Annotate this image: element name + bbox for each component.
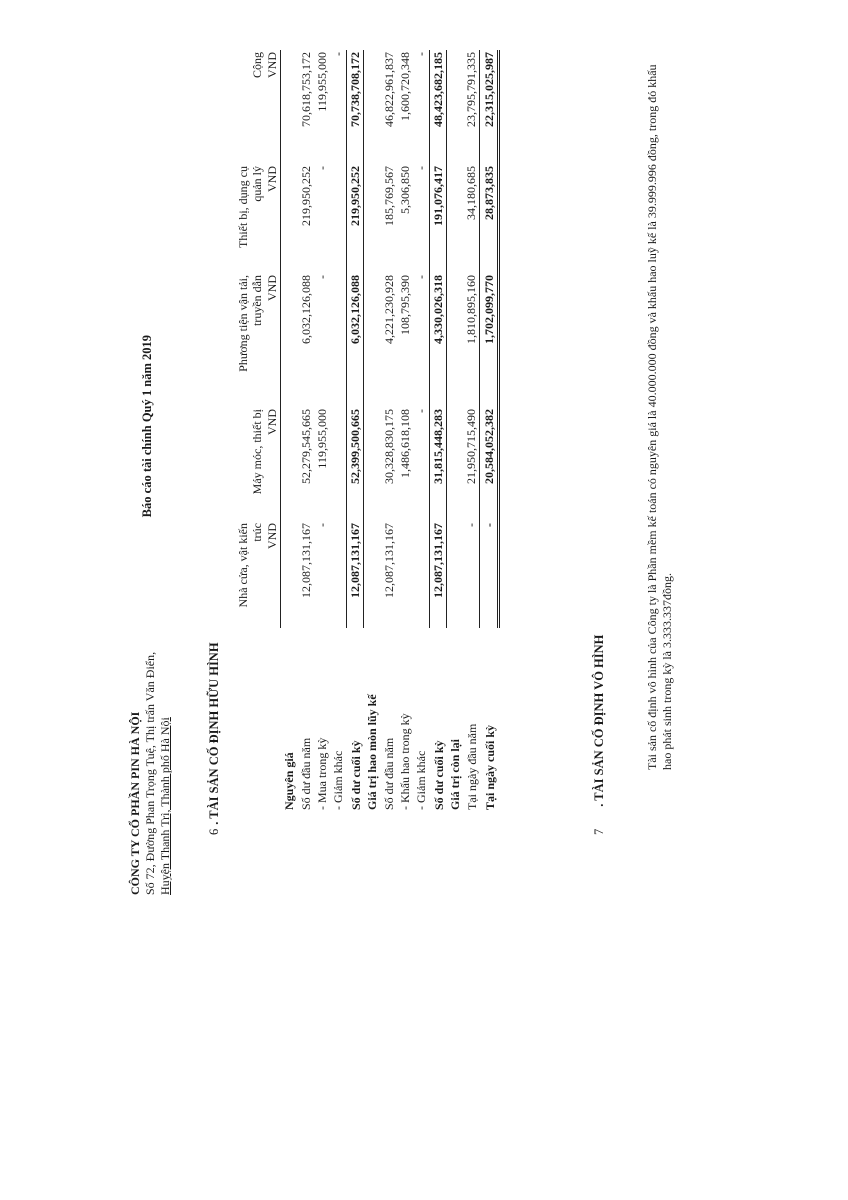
cell: 1,702,099,770 xyxy=(480,273,498,407)
cell: 21,950,715,490 xyxy=(464,409,479,484)
section7-text: Tài sản cố định vô hình của Công ty là Phần mềm kế toán có nguyên giá là 40.000.000 đồng và khấu hao luỹ kế là 39.999.996 đồng, trong đó khấu hao phát sinh trong kỳ là 3.333.337đồng. xyxy=(645,64,674,770)
cell: - xyxy=(413,275,428,279)
col-header: Thiết bị, dụng cụ quản lý xyxy=(236,166,264,248)
cell: 4,330,026,318 xyxy=(429,273,446,407)
cell: - xyxy=(413,409,428,413)
cell: - xyxy=(413,166,428,170)
cell xyxy=(330,521,347,628)
cell xyxy=(397,521,413,628)
group-row xyxy=(281,50,298,810)
cell: - xyxy=(314,166,329,170)
cell: 22,315,025,987 xyxy=(480,50,498,164)
company-name: CÔNG TY CỔ PHẦN PIN HÀ NỘI xyxy=(128,711,142,895)
company-address-line1: Số 72, Đường Phan Trọng Tuệ, Thị trấn Văn Điển, xyxy=(143,651,157,895)
cell: 12,087,131,167 xyxy=(429,521,446,628)
cell: 52,279,545,665 xyxy=(298,409,313,484)
unit-cell: VND xyxy=(264,521,281,628)
table-row xyxy=(380,50,396,810)
group-row xyxy=(447,50,464,810)
cell: 28,873,835 xyxy=(480,164,498,273)
unit-cell: VND xyxy=(264,164,281,273)
table-header-row xyxy=(232,50,264,810)
unit-cell: VND xyxy=(264,50,281,164)
section6-title: . TÀI SẢN CỐ ĐỊNH HỮU HÌNH xyxy=(207,642,221,825)
cell: 31,815,448,283 xyxy=(429,407,446,521)
section7-number: 7 xyxy=(592,828,606,835)
cell: 219,950,252 xyxy=(298,166,313,226)
cell xyxy=(330,273,347,407)
cell: 6,032,126,088 xyxy=(346,273,363,407)
cell: 4,221,230,928 xyxy=(381,275,396,344)
company-address-line2: Huyện Thanh Trì, Thành phố Hà Nội xyxy=(158,717,172,895)
cell: 23,795,791,335 xyxy=(464,52,479,127)
group-label: Giá trị hao mòn lũy kế xyxy=(365,694,380,810)
col-header: Nhà cửa, vật kiến trúc xyxy=(236,523,264,608)
table-row xyxy=(413,50,430,810)
col-header: Máy móc, thiết bị xyxy=(250,409,264,495)
cell xyxy=(413,521,430,628)
row-label: Số dư đầu năm xyxy=(381,737,396,810)
cell: 70,618,753,172 xyxy=(298,52,313,127)
row-label: - Giảm khác xyxy=(331,750,346,810)
cell xyxy=(330,407,347,521)
cell xyxy=(330,164,347,273)
col-header: Cộng xyxy=(250,52,264,79)
subtotal-row xyxy=(429,50,446,810)
company-header xyxy=(128,652,173,895)
cell: 12,087,131,167 xyxy=(346,521,363,628)
cell: 108,795,390 xyxy=(397,275,412,335)
cell: 5,306,850 xyxy=(397,166,412,214)
cell: 6,032,126,088 xyxy=(298,275,313,344)
cell: 12,087,131,167 xyxy=(381,523,396,598)
cell: - xyxy=(413,52,428,56)
cell: 185,769,567 xyxy=(381,166,396,226)
row-label: Tại ngày cuối kỳ xyxy=(483,724,498,810)
cell: 70,738,708,172 xyxy=(346,50,363,164)
col-header: Phương tiện vận tải, truyền dẫn xyxy=(236,275,264,372)
table-row xyxy=(297,50,313,810)
table-row xyxy=(314,50,330,810)
cell: - xyxy=(330,52,345,56)
cell: 1,600,720,348 xyxy=(397,52,412,121)
cell: 119,955,000 xyxy=(314,409,329,469)
cell: 191,076,417 xyxy=(429,164,446,273)
group-label: Nguyên giá xyxy=(282,752,297,810)
row-label: - Giảm khác xyxy=(414,750,429,810)
cell: 34,180,685 xyxy=(464,166,479,220)
cell: - xyxy=(314,275,329,279)
row-label: Số dư cuối kỳ xyxy=(348,740,363,810)
group-label: Giá trị còn lại xyxy=(448,739,463,810)
table-row xyxy=(330,50,347,810)
cell: 12,087,131,167 xyxy=(298,523,313,598)
fixed-assets-table xyxy=(232,50,500,810)
section7-heading xyxy=(590,635,608,835)
table-row xyxy=(463,50,480,810)
unit-cell: VND xyxy=(264,273,281,407)
row-label: - Mua trong kỳ xyxy=(314,737,329,810)
table-row xyxy=(397,50,413,810)
cell: 52,399,500,665 xyxy=(346,407,363,521)
cell: 119,955,000 xyxy=(314,52,329,112)
report-title: Báo cáo tài chính Quý 1 năm 2019 xyxy=(140,335,154,518)
cell: 46,822,961,837 xyxy=(381,52,396,127)
row-label: - Khấu hao trong kỳ xyxy=(397,713,412,810)
cell: - xyxy=(480,521,498,628)
cell: 48,423,682,185 xyxy=(429,50,446,164)
cell: - xyxy=(314,523,329,527)
group-row xyxy=(364,50,381,810)
section7-title: . TÀI SẢN CỐ ĐỊNH VÔ HÌNH xyxy=(592,634,606,807)
section6-heading xyxy=(205,642,223,835)
cell: 30,328,830,175 xyxy=(381,409,396,484)
cell: 20,584,052,382 xyxy=(480,407,498,521)
unit-row xyxy=(264,50,281,810)
unit-cell: VND xyxy=(264,407,281,521)
total-row xyxy=(480,50,498,810)
cell: 219,950,252 xyxy=(346,164,363,273)
row-label: Tại ngày đầu năm xyxy=(464,723,479,810)
subtotal-row xyxy=(346,50,363,810)
cell: 1,486,618,108 xyxy=(397,409,412,478)
row-label: Số dư đầu năm xyxy=(298,737,313,810)
row-label: Số dư cuối kỳ xyxy=(431,740,446,810)
section6-number: 6 xyxy=(207,828,221,835)
cell: - xyxy=(464,523,479,527)
cell: 1,810,895,160 xyxy=(464,275,479,344)
